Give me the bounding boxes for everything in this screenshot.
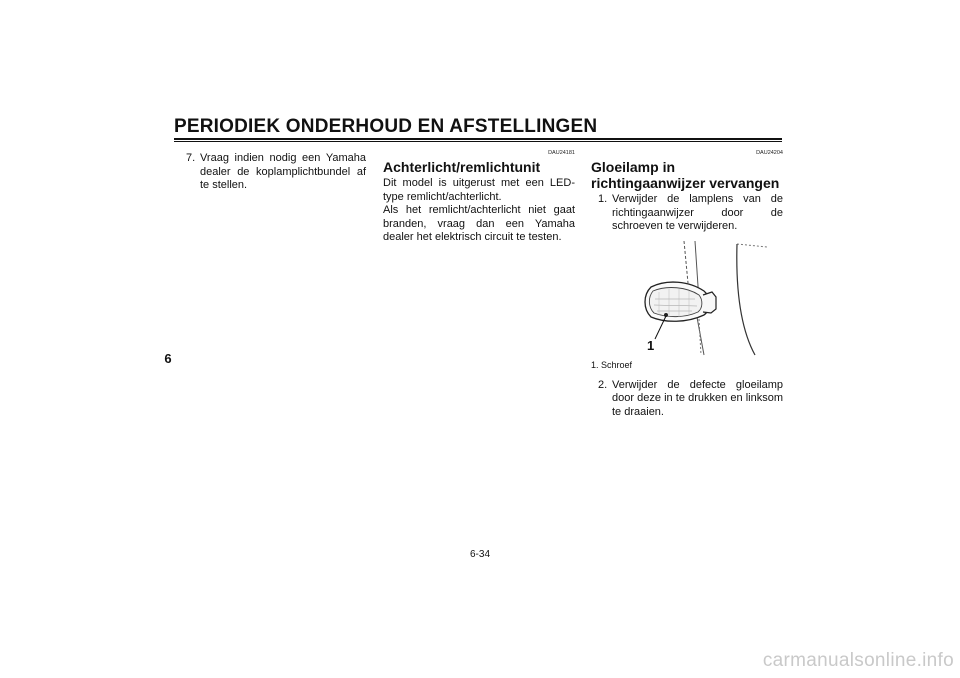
step-7 <box>186 152 366 193</box>
turn-signal-figure <box>591 239 783 357</box>
section-heading: Gloeilamp in richtingaanwijzer vervangen <box>591 159 780 191</box>
chapter-tab: 6 <box>164 351 172 366</box>
figure-callout-number: 1 <box>647 337 655 353</box>
step-number: 1. <box>598 193 608 205</box>
body-paragraph: Als het remlicht/achterlicht niet gaat branden, vraag dan een Yamaha dealer het elektrisch circuit te testen. <box>383 204 575 243</box>
column-1 <box>186 152 366 193</box>
step-1 <box>598 193 783 234</box>
step-number: 7. <box>186 152 196 164</box>
page-title: PERIODIEK ONDERHOUD EN AFSTELLINGEN <box>174 116 598 137</box>
figure-caption: 1. Schroef <box>591 359 633 370</box>
body-paragraph: Dit model is uitgerust met een LED-type remlicht/achterlicht. <box>383 177 575 203</box>
step-2 <box>598 379 783 420</box>
section-code: DAU24181 <box>548 150 575 156</box>
step-text: Verwijder de lamplens van de richtingaanwijzer door de schroeven te verwijderen. <box>612 193 783 232</box>
section-heading: Achterlicht/remlichtunit <box>383 159 541 175</box>
turn-signal-illustration <box>591 239 783 357</box>
column-3 <box>591 150 783 419</box>
column-2 <box>383 150 575 245</box>
step-text: Vraag indien nodig een Yamaha dealer de koplamplichtbundel af te stellen. <box>200 152 366 191</box>
header-rule <box>174 138 782 142</box>
watermark: carmanualsonline.info <box>762 650 954 671</box>
step-number: 2. <box>598 378 608 391</box>
page-number: 6-34 <box>469 549 490 560</box>
section-code: DAU24204 <box>756 150 783 156</box>
step-text: Verwijder de defecte gloeilamp door deze in te drukken en linksom te draaien. <box>612 378 783 418</box>
